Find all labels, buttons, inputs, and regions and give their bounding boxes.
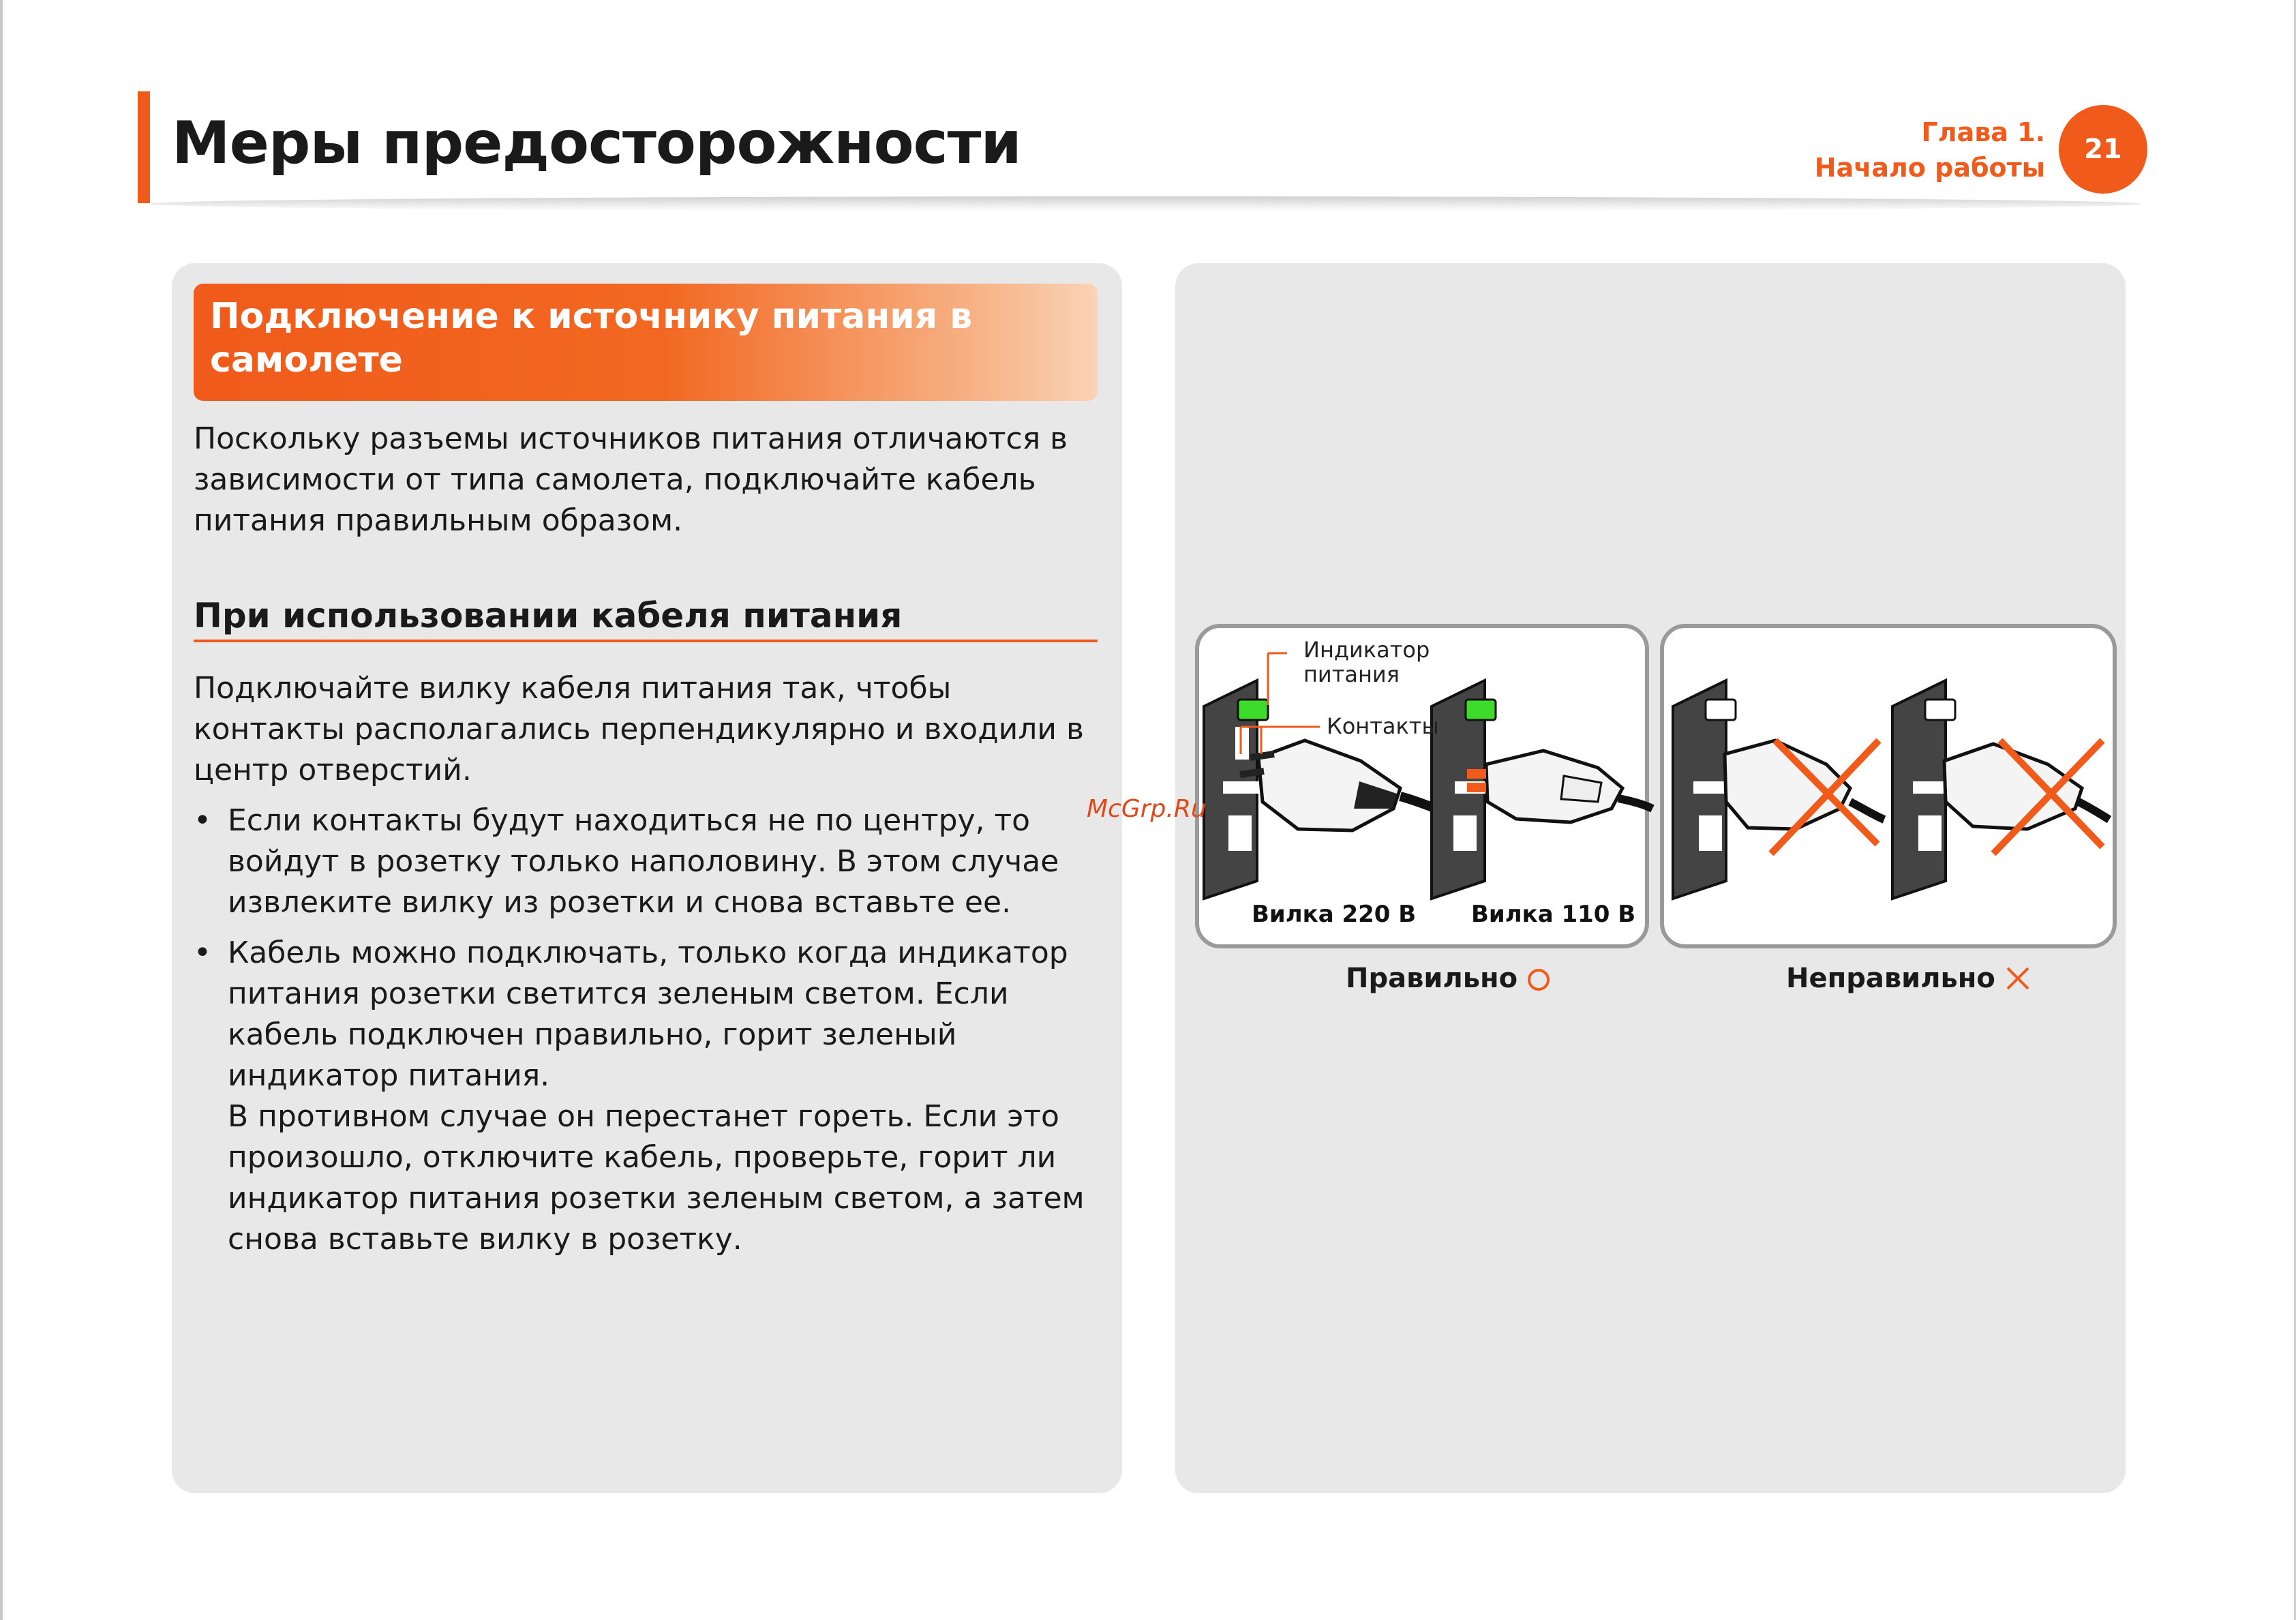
bullet-dot: • bbox=[194, 935, 211, 970]
caption-incorrect-text: Неправильно bbox=[1786, 963, 1995, 994]
bullet-item bbox=[194, 933, 1114, 1260]
label-indicator-line2: питания bbox=[1303, 661, 1400, 687]
label-contacts: Контакты bbox=[1327, 713, 1439, 739]
text-panel bbox=[172, 263, 1122, 1493]
title-accent-bar bbox=[138, 91, 150, 203]
chapter-label bbox=[1815, 115, 2045, 185]
page-number-badge: 21 bbox=[2059, 105, 2147, 194]
label-indicator-line1: Индикатор bbox=[1303, 637, 1430, 663]
bullet-item bbox=[194, 800, 1114, 923]
body-paragraph: Подключайте вилку кабеля питания так, чтобы контакты располагались перпендикулярно и входили в центр отверстий. bbox=[194, 671, 1084, 787]
caption-correct-text: Правильно bbox=[1346, 963, 1518, 994]
bullet-dot: • bbox=[194, 803, 211, 838]
label-plug-110: Вилка 110 В bbox=[1471, 901, 1636, 928]
socket-220-icon bbox=[1204, 680, 1268, 899]
page-title: Меры предосторожности bbox=[172, 109, 1021, 177]
caption-incorrect bbox=[1786, 963, 2031, 994]
illustration-panel bbox=[1175, 263, 2126, 1493]
chapter-title: Начало работы bbox=[1814, 153, 2045, 183]
circle-icon bbox=[1527, 968, 1550, 991]
cross-icon bbox=[2005, 965, 2031, 991]
caption-correct bbox=[1346, 963, 1550, 994]
chapter-number: Глава 1. bbox=[1921, 117, 2045, 147]
intro-paragraph: Поскольку разъемы источников питания отличаются в зависимости от типа самолета, подключайте кабель питания правильным образом. bbox=[194, 421, 1068, 538]
bullet-text: Если контакты будут находиться не по центру, то войдут в розетку только наполовину. В этом случае извлеките вилку из розетки и снова вставьте ее. bbox=[228, 803, 1059, 920]
section-title: Подключение к источнику питания в самолете bbox=[194, 284, 1098, 401]
label-plug-220: Вилка 220 В bbox=[1252, 901, 1417, 928]
subheading: При использовании кабеля питания bbox=[194, 593, 1098, 642]
header-rule bbox=[150, 196, 2141, 211]
bullet-list bbox=[194, 800, 1114, 1270]
page-border-left bbox=[0, 0, 3, 1620]
bullet-text: Кабель можно подключать, только когда индикатор питания розетки светится зеленым светом. Если кабель подключен правильно, горит зеленый индикатор питания. В противном случае он перестанет гореть. Если это произошло, отключите кабель, проверьте, горит ли индикатор питания розетки зеленым светом, а затем снова вставьте вилку в розетку. bbox=[228, 935, 1085, 1257]
plug-diagram bbox=[1175, 263, 2126, 1493]
watermark: McGrp.Ru bbox=[1087, 795, 1207, 823]
